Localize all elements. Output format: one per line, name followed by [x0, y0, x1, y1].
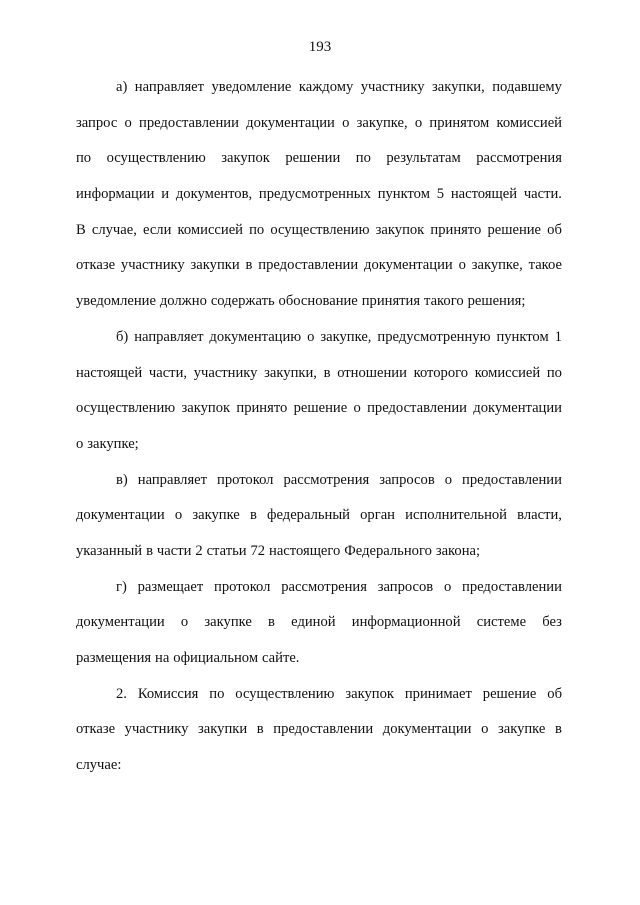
word: Комиссия	[137, 685, 199, 702]
word: о	[444, 471, 453, 488]
word: пунктом	[496, 328, 549, 345]
word: сайте.	[262, 650, 300, 666]
word: направляет	[134, 328, 204, 345]
word: принято	[430, 221, 482, 238]
word: по	[546, 364, 562, 381]
word: решение	[293, 400, 348, 417]
word: о	[124, 114, 132, 131]
word: закупок	[345, 685, 394, 702]
word: запрос	[76, 114, 118, 131]
word: 5	[436, 186, 445, 203]
word: закупке,	[471, 257, 523, 274]
word: 1	[554, 328, 562, 345]
word: Федерального	[344, 542, 432, 559]
word: документацию	[209, 328, 302, 345]
word: закупки,	[264, 364, 317, 381]
paragraph	[76, 78, 562, 310]
word: решение	[482, 685, 537, 702]
word: системе	[476, 614, 527, 631]
word: отказе	[76, 721, 116, 738]
word: закупки	[198, 721, 248, 738]
word: об	[547, 221, 562, 238]
word: официальном	[173, 650, 259, 666]
word: которого	[413, 364, 469, 381]
word: комиссией	[474, 364, 541, 381]
page-number: 193	[308, 39, 332, 55]
word: г)	[116, 578, 127, 595]
word: рассмотрения	[281, 578, 367, 595]
document-body	[76, 78, 562, 792]
word: комиссией	[177, 221, 243, 238]
word: о	[481, 721, 489, 738]
word: направляет	[134, 79, 205, 95]
word: такого	[424, 293, 464, 310]
word: осуществлению	[270, 221, 370, 238]
word: закупке,	[356, 114, 408, 131]
word: части	[156, 542, 192, 559]
text-line	[76, 185, 562, 203]
word: по	[249, 221, 265, 238]
word: осуществлению	[235, 685, 335, 702]
word: если	[142, 221, 172, 238]
word: о	[353, 400, 361, 417]
word: протокол	[214, 578, 271, 595]
word: участнику	[120, 257, 185, 274]
word: закупке;	[87, 435, 139, 452]
word: запросов	[377, 578, 434, 595]
word: б)	[116, 328, 129, 345]
word: власти,	[517, 507, 562, 524]
word: осуществлению	[76, 400, 176, 417]
word: участнику	[124, 721, 189, 738]
word: размещения	[76, 650, 152, 666]
word: размещает	[137, 578, 204, 595]
word: решении	[285, 150, 341, 167]
word: должно	[159, 293, 207, 310]
word: в	[249, 507, 257, 524]
text-line	[76, 292, 562, 310]
word: по	[355, 150, 371, 167]
word: уведомление	[211, 79, 292, 95]
word: решение	[487, 221, 542, 238]
word: закупке	[204, 614, 252, 631]
word: документации	[76, 507, 165, 524]
word: информации	[76, 186, 155, 203]
word: предусмотренную	[377, 328, 491, 345]
word: такое	[528, 257, 562, 274]
text-line	[76, 435, 562, 453]
paragraph	[76, 328, 562, 453]
word: случае,	[91, 221, 137, 238]
word: предоставлении	[258, 257, 359, 274]
text-line	[76, 542, 562, 560]
word: об	[547, 685, 562, 702]
word: о	[174, 507, 183, 524]
word: по	[76, 150, 92, 167]
word: о	[458, 257, 466, 274]
paragraph	[76, 685, 562, 774]
word: принято	[236, 400, 288, 417]
word: в	[268, 614, 275, 631]
word: орган	[360, 507, 395, 524]
word: результатам	[386, 150, 461, 167]
word: в	[323, 364, 331, 381]
word: информационной	[351, 614, 461, 631]
word: а)	[116, 79, 128, 95]
word: принимает	[404, 685, 472, 702]
word: предоставлении	[462, 471, 562, 488]
text-line	[76, 149, 562, 167]
text-line	[76, 685, 562, 703]
word: подавшему	[492, 79, 562, 95]
word: предусмотренных	[258, 186, 371, 203]
word: федеральный	[267, 507, 350, 524]
word: 2.	[116, 685, 127, 702]
word: документов,	[175, 186, 253, 203]
word: содержать	[210, 293, 275, 310]
text-line	[76, 364, 562, 382]
word: участнику	[360, 79, 425, 95]
word: закупок	[375, 221, 425, 238]
word: В	[76, 221, 86, 238]
word: на	[155, 650, 170, 666]
text-line	[76, 399, 562, 417]
text-line	[76, 756, 562, 774]
word: закупке	[497, 721, 546, 738]
word: без	[542, 614, 562, 631]
word: предоставлении	[462, 578, 562, 595]
text-line	[76, 471, 562, 489]
word: в	[146, 542, 153, 559]
word: настоящего	[269, 542, 341, 559]
word: осуществлению	[106, 150, 206, 167]
word: единой	[291, 614, 336, 631]
word: части.	[523, 186, 562, 203]
word: документации	[76, 614, 165, 631]
word: документации	[364, 257, 453, 274]
word: отношении	[337, 364, 407, 381]
word: и	[161, 186, 170, 203]
word: по	[209, 685, 225, 702]
word: случае:	[76, 757, 122, 774]
text-line	[76, 78, 562, 96]
word: каждому	[298, 79, 354, 95]
word: о	[180, 614, 189, 631]
text-line	[76, 578, 562, 596]
word: запросов	[379, 471, 435, 488]
word: пунктом	[377, 186, 430, 203]
word: участнику	[193, 364, 258, 381]
word: документации	[382, 721, 472, 738]
word: предоставлении	[367, 400, 467, 417]
word: комиссией	[496, 114, 562, 131]
text-line	[76, 328, 562, 346]
word: части,	[148, 364, 188, 381]
word: указанный	[76, 542, 143, 559]
word: о	[443, 578, 452, 595]
word: протокол	[217, 471, 274, 488]
word: в)	[116, 471, 128, 488]
word: 72	[250, 542, 266, 559]
word: документации	[246, 114, 335, 131]
word: принятом	[429, 114, 490, 131]
word: о	[76, 435, 84, 452]
word: рассмотрения	[283, 471, 370, 488]
word: закона;	[435, 542, 481, 559]
word: рассмотрения	[476, 150, 562, 167]
word: предоставлении	[139, 114, 239, 131]
text-line	[76, 256, 562, 274]
text-line	[76, 613, 562, 631]
text-line	[76, 720, 562, 738]
word: исполнительной	[405, 507, 507, 524]
word: статьи	[206, 542, 247, 559]
word: закупке	[192, 507, 240, 524]
word: о	[307, 328, 315, 345]
word: в	[256, 721, 264, 738]
text-line	[76, 506, 562, 524]
word: обоснование	[278, 293, 358, 310]
word: направляет	[137, 471, 208, 488]
word: о	[414, 114, 423, 131]
word: закупки,	[431, 79, 485, 95]
text-line	[76, 221, 562, 239]
word: уведомление	[76, 293, 156, 310]
word: настоящей	[76, 364, 143, 381]
word: закупки	[190, 257, 240, 274]
text-line	[76, 114, 562, 132]
word: закупок	[221, 150, 270, 167]
word: отказе	[76, 257, 116, 274]
word: 2	[195, 542, 203, 559]
word: решения;	[467, 293, 526, 310]
word: настоящей	[450, 186, 518, 203]
word: принятия	[361, 293, 421, 310]
word: о	[342, 114, 350, 131]
paragraph	[76, 578, 562, 667]
paragraph	[76, 471, 562, 560]
word: в	[554, 721, 562, 738]
word: закупок	[181, 400, 231, 417]
word: закупке,	[320, 328, 372, 345]
word: предоставлении	[273, 721, 374, 738]
word: в	[245, 257, 253, 274]
word: документации	[473, 400, 562, 417]
text-line	[76, 649, 562, 667]
